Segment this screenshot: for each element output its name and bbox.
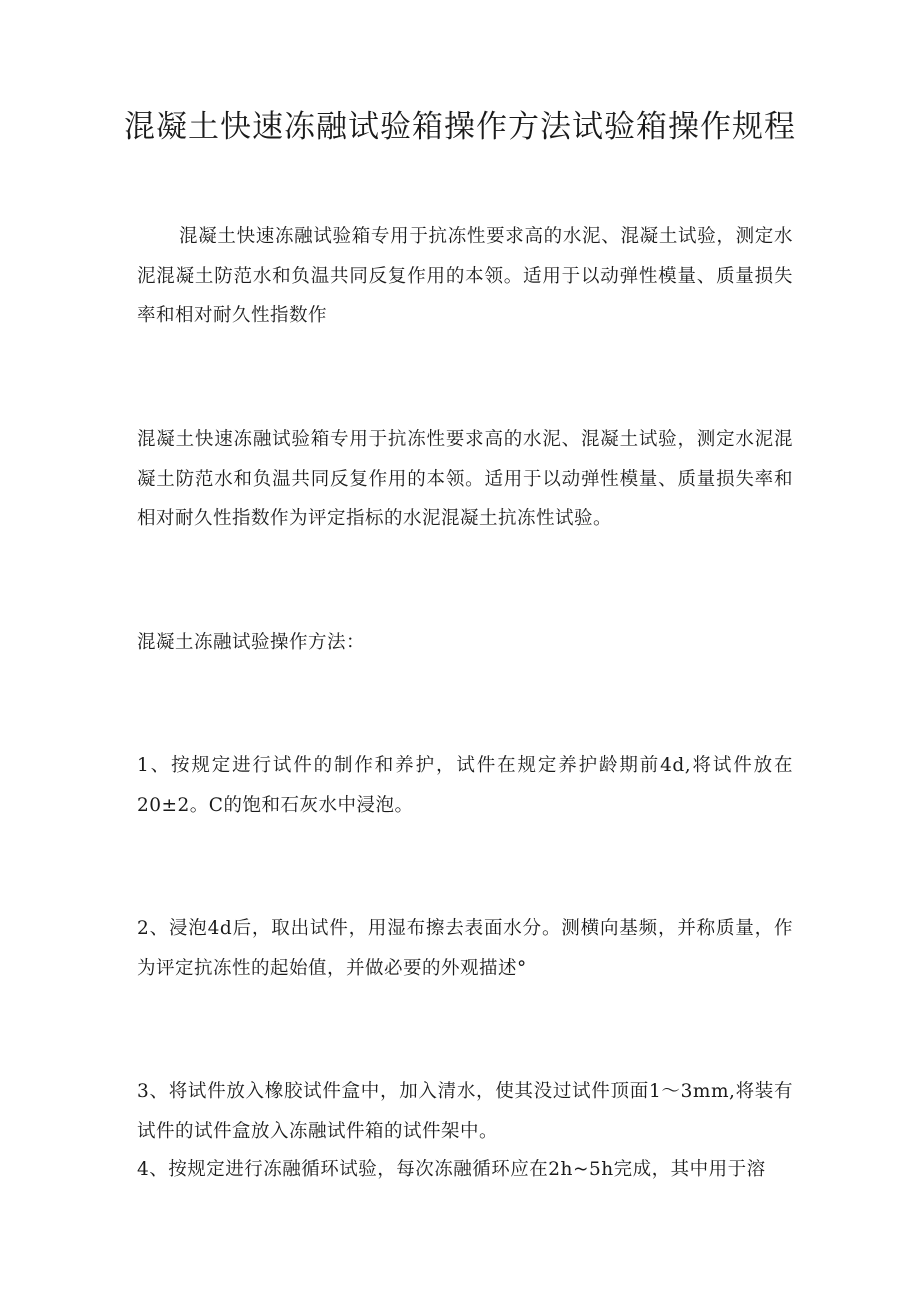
step-1: 1、按规定进行试件的制作和养护，试件在规定养护龄期前4d,将试件放在20±2。C的饱和石灰水中浸泡。	[137, 755, 793, 816]
description-paragraph: 混凝土快速冻融试验箱专用于抗冻性要求高的水泥、混凝土试验，测定水泥混凝土防范水和负温共同反复作用的本领。适用于以动弹性模量、质量损失率和相对耐久性指数作为评定指标的水泥混凝土抗冻性试验。	[137, 429, 793, 529]
document-title: 混凝土快速冻融试验箱操作方法试验箱操作规程	[124, 109, 796, 145]
step-4: 4、按规定进行冻融循环试验，每次冻融循环应在2h~5h完成，其中用于溶	[137, 1159, 766, 1180]
step-3: 3、将试件放入橡胶试件盒中，加入清水，使其没过试件顶面1～3mm,将装有试件的试件盒放入冻融试件箱的试件架中。	[137, 1081, 793, 1142]
method-heading: 混凝土冻融试验操作方法：	[137, 632, 366, 653]
intro-paragraph: 混凝土快速冻融试验箱专用于抗冻性要求高的水泥、混凝土试验，测定水泥混凝土防范水和负温共同反复作用的本领。适用于以动弹性模量、质量损失率和相对耐久性指数作	[137, 226, 793, 326]
step-2: 2、浸泡4d后，取出试件，用湿布擦去表面水分。测横向基频，并称质量，作为评定抗冻性的起始值，并做必要的外观描述°	[137, 918, 793, 979]
